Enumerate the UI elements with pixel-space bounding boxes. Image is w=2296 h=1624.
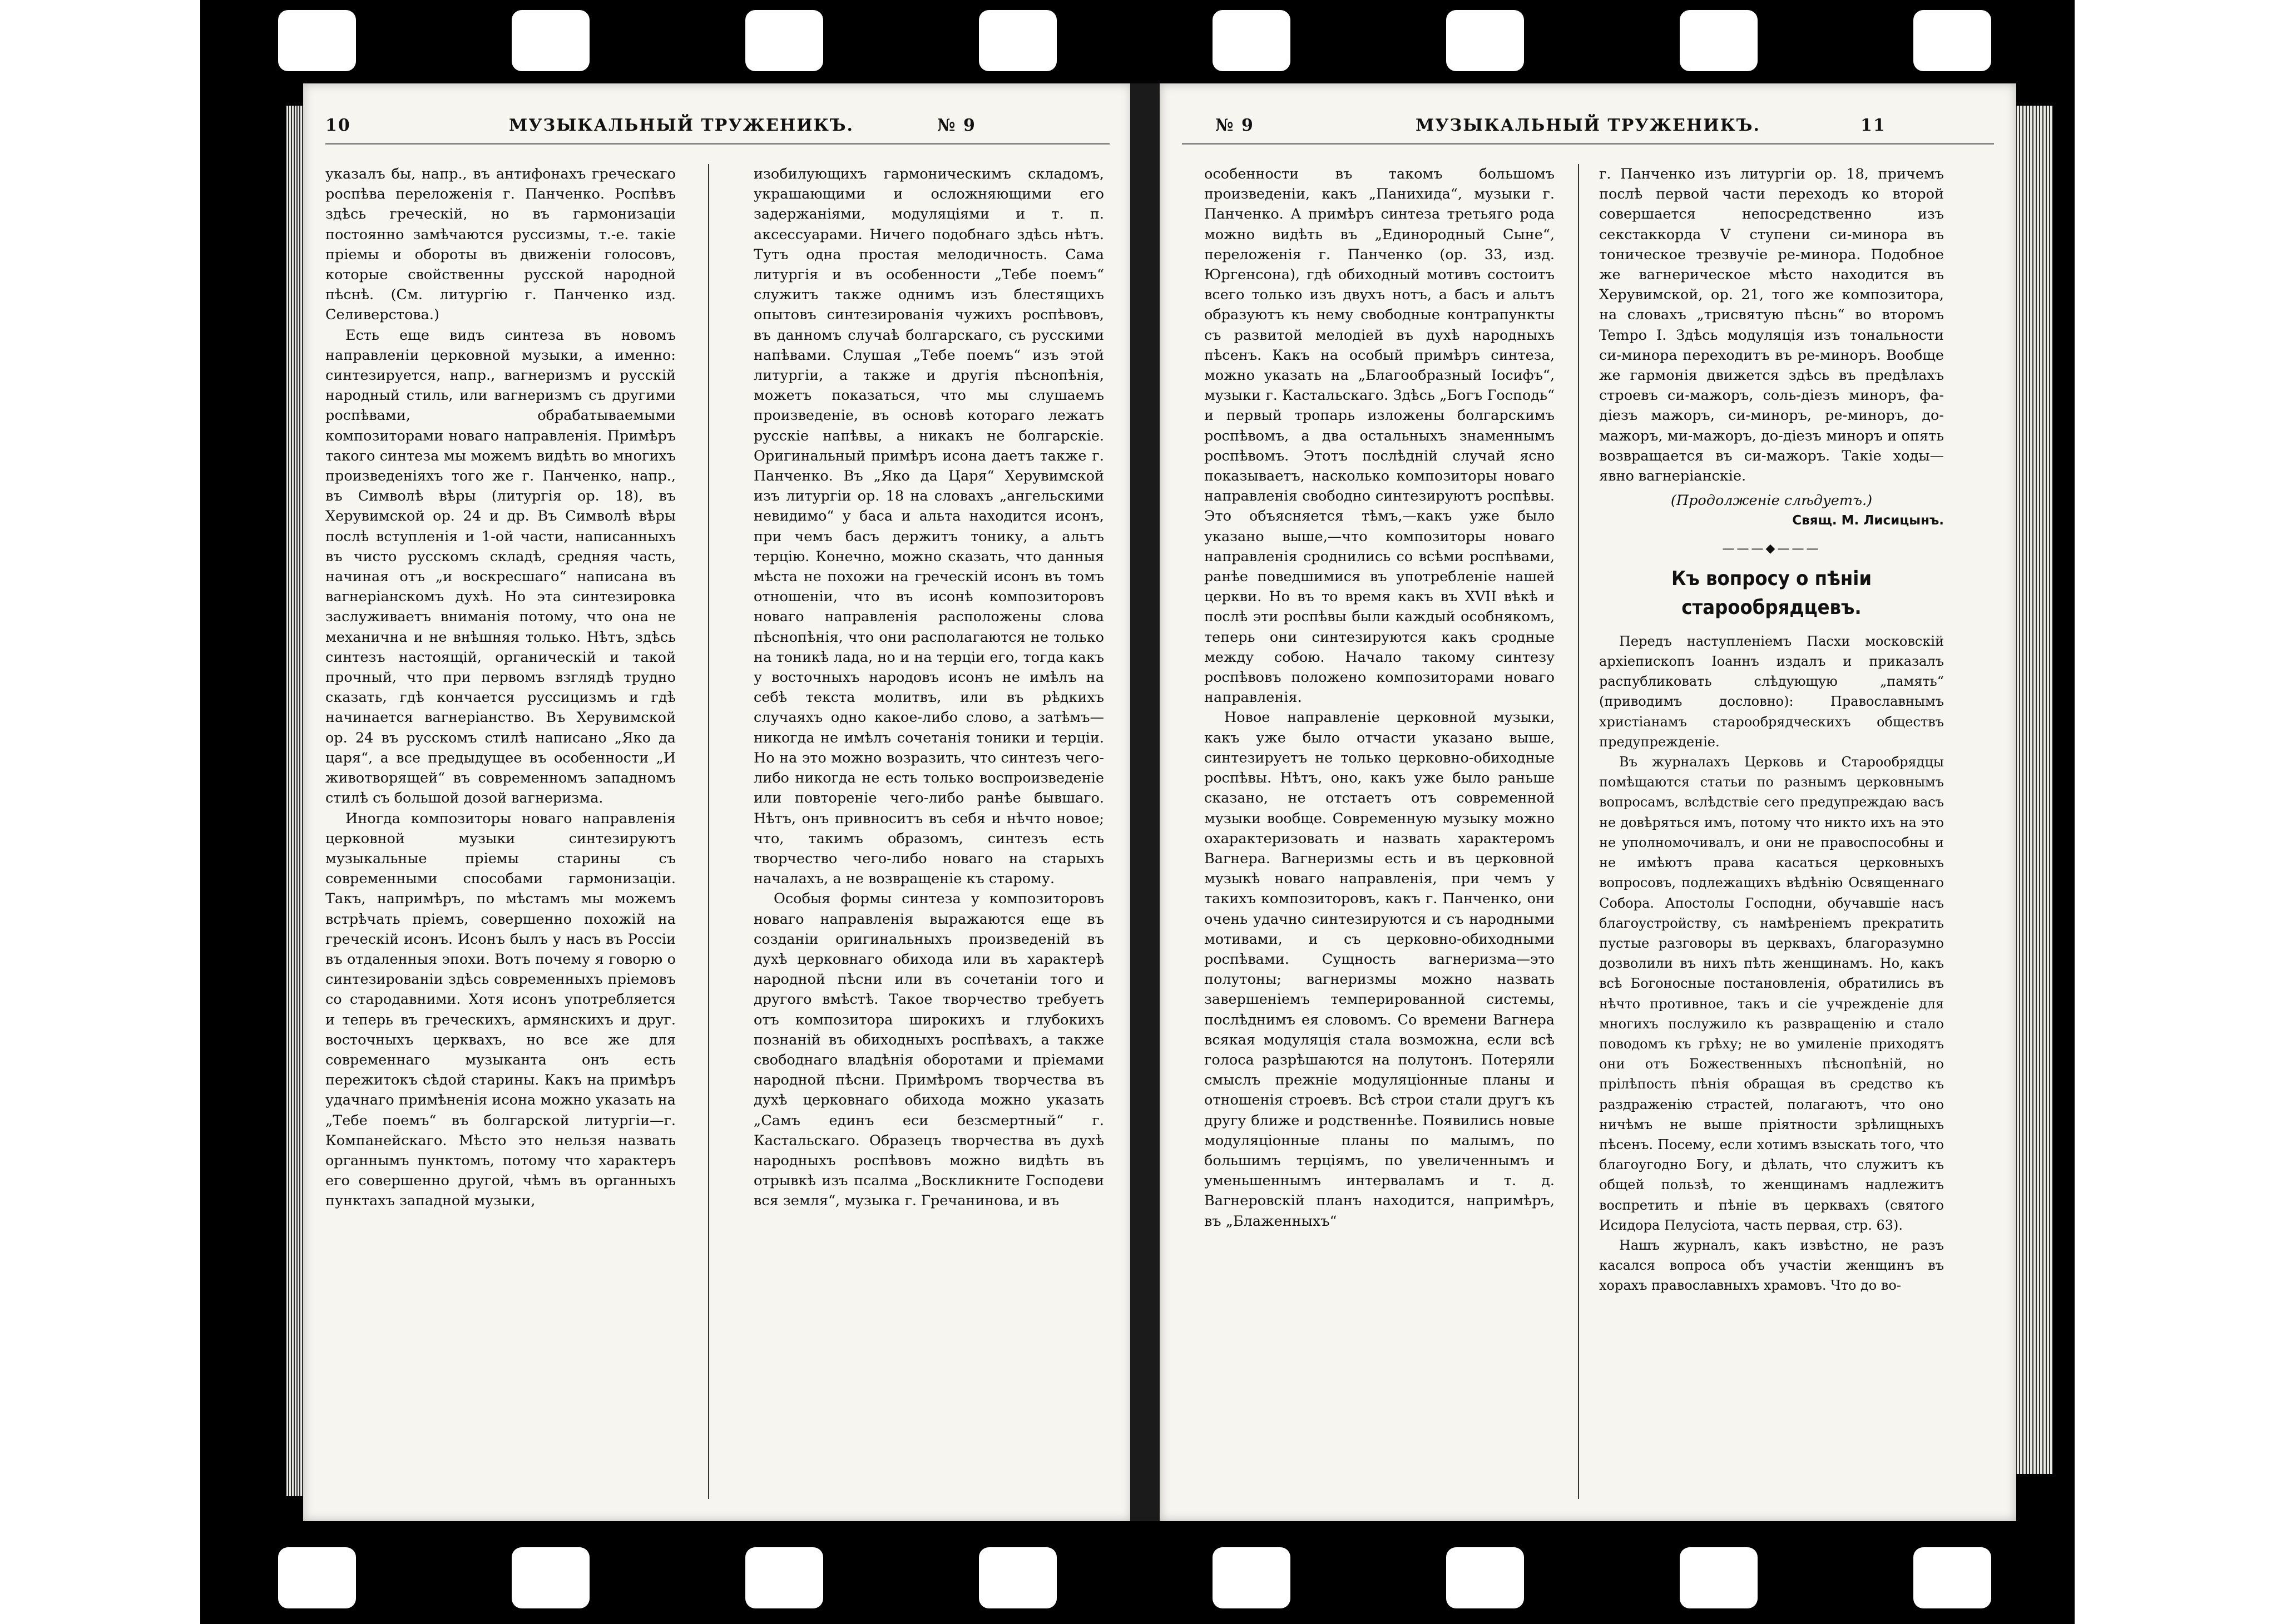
book-edge-left (286, 106, 303, 1496)
continuation-note: (Продолженіе слѣдуетъ.) (1670, 492, 1873, 509)
paragraph: указалъ бы, напр., въ антифонахъ греческаго роспѣва переложенія г. Панченко. Роспѣвъ здѣсь греческій, но въ гармонизаціи постоянно замѣчаются руссизмы, т.-е. такіе пріемы и обороты въ движеніи голосовъ, которые свойственны русской народной пѣснѣ. (См. литургію г. Панченко изд. Селиверстова.) (325, 166, 676, 324)
paragraph: Нашъ журналъ, какъ извѣстно, не разъ касался вопроса объ участіи женщинъ въ хорахъ православныхъ храмовъ. Что до во- (1599, 1237, 1944, 1294)
issue-number: № 9 (1215, 116, 1254, 135)
page-header (1182, 116, 1994, 145)
paragraph: Есть еще видъ синтеза въ новомъ направленіи церковной музыки, а именно: синтезируется, напр., вагнеризмъ и русскій народный стиль, или вагнеризмъ съ другими роспѣвами, обрабатываемыми композиторами новаго направленія. Примѣръ такого синтеза мы можемъ видѣть во многихъ произведеніяхъ того же г. Панченко, напр., въ Символѣ вѣры (литургія ор. 18), въ Херувимской ор. 24 и др. Въ Символѣ вѣры послѣ вступленія и 1-ой части, написанныхъ въ чисто русскомъ складѣ, средняя часть, начиная отъ „и воскресшаго“ написана въ вагнеріанскомъ духѣ. Но эта синтезировка заслуживаетъ вниманія потому, что она не механична и не внѣшняя только. Нѣтъ, здѣсь синтезъ настоящій, органическій и такой прочный, что при первомъ взглядѣ трудно сказать, гдѣ кончается руссицизмъ и гдѣ начинается вагнеріанство. Въ Херувимской ор. 24 въ русскомъ стилѣ написано „Яко да царя“, а все предыдущее въ особенности „И животворящей“ въ современномъ западномъ стилѣ съ большой дозой вагнеризма. (325, 326, 676, 807)
text-column-2 (754, 164, 1104, 1510)
journal-title: МУЗЫКАЛЬНЫЙ ТРУЖЕНИКЪ. (1416, 116, 1761, 135)
column-rule (1578, 164, 1579, 1499)
paragraph: Особыя формы синтеза у композиторовъ новаго направленія выражаются еще въ созданіи оригинальныхъ произведеній въ духѣ церковнаго обихода или въ характерѣ народной пѣсни или въ сочетаніи того и другого вмѣстѣ. Такое творчество требуетъ отъ композитора широкихъ и глубокихъ познаній въ обиходныхъ роспѣвахъ, а также свободнаго владѣнія оборотами и пріемами народной пѣсни. Примѣромъ творчества въ духѣ церковнаго обихода можно указать „Самъ единъ еси безсмертный“ г. Кастальскаго. Образецъ творчества въ духѣ народныхъ роспѣвовъ можно видѣть въ отрывкѣ изъ псалма „Воскликните Господеви вся земля“, музыка г. Гречанинова, и въ (754, 890, 1104, 1210)
paragraph: Иногда композиторы новаго направленія церковной музыки синтезируютъ музыкальные пріемы старины съ современными способами гармонизаціи. Такъ, напримѣръ, по мѣстамъ мы можемъ встрѣчать пріемъ, совершенно похожій на греческій исонъ. Исонъ былъ у насъ въ Россіи въ отдаленныя эпохи. Вотъ почему я говорю о синтезированіи здѣсь современныхъ пріемовъ со стародавними. Хотя исонъ употребляется и теперь въ греческихъ, армянскихъ и друг. восточныхъ церквахъ, но все же для современнаго музыканта онъ есть пережитокъ сѣдой старины. Какъ на примѣръ удачнаго примѣненія исона можно указать на „Тебе поемъ“ въ болгарской литургіи—г. Компанейскаго. Мѣсто это нельзя назвать органнымъ пунктомъ, потому что характеръ его совершенно другой, чѣмъ въ органныхъ пунктахъ западной музыки, (325, 810, 676, 1210)
paragraph: изобилующихъ гармоническимъ складомъ, украшающими и осложняющими его задержаніями, модуляціями и т. п. аксессуарами. Ничего подобнаго здѣсь нѣтъ. Тутъ одна простая мелодичность. Сама литургія и въ особенности „Тебе поемъ“ служитъ также однимъ изъ блестящихъ опытовъ синтезированія чужихъ роспѣвовъ, въ данномъ случаѣ болгарскаго, съ русскими напѣвами. Слушая „Тебе поемъ“ изъ этой литургіи, а также и другія пѣснопѣнія, можетъ показаться, что мы слушаемъ произведеніе, въ основѣ котораго лежатъ русскіе напѣвы, а никакъ не болгарскіе. Оригинальный примѣръ исона даетъ также г. Панченко. Въ „Яко да Царя“ Херувимской изъ литургіи ор. 18 на словахъ „ангельскими невидимо“ у баса и альта находится исонъ, при чемъ басъ держитъ тонику, а альтъ терцію. Конечно, можно сказать, что данныя мѣста не похожи на греческій исонъ въ томъ отношеніи, что въ исонѣ композиторовъ новаго направленія расположены слова пѣснопѣнія, что они располагаются не только на тоникѣ лада, но и на терціи его, тогда какъ у восточныхъ народовъ исонъ не имѣлъ на себѣ текста молитвъ, или въ рѣдкихъ случаяхъ одно какое-либо слово, а затѣмъ—никогда не имѣлъ сочетанія тоники и терціи. Но на это можно возразить, что синтезъ чего-либо никогда не есть только воспроизведеніе или повтореніе чего-либо ранѣе бывшаго. Нѣтъ, онъ привноситъ въ себя и нѣчто новое; что, такимъ образомъ, синтезъ есть творчество чего-либо новаго на старыхъ началахъ, а не возвращеніе къ старому. (754, 166, 1104, 888)
right-page (1160, 83, 2016, 1521)
article-title: Къ вопросу о пѣніи старообрядцевъ. (1671, 567, 1872, 619)
page-header (325, 116, 1110, 145)
sprocket-holes-top (200, 10, 2075, 77)
paragraph: г. Панченко изъ литургіи ор. 18, причемъ послѣ первой части переходъ ко второй совершается непосредственно изъ секстаккорда V ступени си-минора въ тоническое трезвучіе ре-минора. Подобное же вагнерическое мѣсто находится въ Херувимской, ор. 21, того же композитора, на словахъ „трисвятую пѣснь“ во второмъ Tempo I. Здѣсь модуляція изъ тональности си-минора переходитъ въ ре-миноръ. Вообще же гармонія движется здѣсь въ предѣлахъ строевъ си-мажоръ, соль-діезъ миноръ, фа-діезъ мажоръ, си-миноръ, ре-миноръ, до-мажоръ, ми-мажоръ, до-діезъ миноръ и опять возвращается въ си-мажоръ. Такіе ходы—явно вагнеріанскіе. (1599, 166, 1944, 485)
text-column-2 (1599, 164, 1944, 1510)
column-rule (708, 164, 709, 1499)
book-spine (1130, 83, 1161, 1521)
paragraph: Передъ наступленіемъ Пасхи московскій архіепископъ Іоаннъ издалъ и приказалъ распубликовать слѣдующую „память“ (приводимъ дословно): Православнымъ христіанамъ старообрядческихъ обществъ предупрежденіе. (1599, 633, 1944, 750)
paragraph: особенности въ такомъ большомъ произведеніи, какъ „Панихида“, музыки г. Панченко. А примѣръ синтеза третьяго рода можно видѣть въ „Единородный Сыне“, переложенія г. Панченко (ор. 33, изд. Юргенсона), гдѣ обиходный мотивъ состоитъ всего только изъ двухъ нотъ, а басъ и альтъ образуютъ къ нему свободные контрапункты съ развитой мелодіей въ духѣ народныхъ пѣсенъ. Какъ на особый примѣръ синтеза, можно указать на „Благообразный Іосифъ“, музыки г. Кастальскаго. Здѣсь „Богъ Господь“ и первый тропарь изложены болгарскимъ роспѣвомъ, а два остальныхъ знаменнымъ роспѣвомъ. Этотъ послѣдній случай ясно показываетъ, насколько композиторы новаго направленія свободно синтезируютъ роспѣвы. Это объясняется тѣмъ,—какъ уже было указано выше,—что композиторы новаго направленія сроднились со всѣми роспѣвами, ранѣе поведшимися въ употребленіе нашей церкви. Но въ то время какъ въ XVII вѣкѣ и послѣ эти роспѣвы были каждый особнякомъ, теперь они синтезируются какъ сродные между собою. Начало такому синтезу роспѣвовъ положено композиторами новаго направленія. (1204, 166, 1555, 706)
page-number: 11 (1860, 116, 1886, 135)
journal-title: МУЗЫКАЛЬНЫЙ ТРУЖЕНИКЪ. (509, 116, 854, 135)
text-column-1 (1204, 164, 1555, 1510)
left-page (303, 83, 1132, 1521)
paragraph: Въ журналахъ Церковь и Старообрядцы помѣщаются статьи по разнымъ церковнымъ вопросамъ, вслѣдствіе сего предупреждаю васъ не довѣряться имъ, потому что никто ихъ на это не уполномочивалъ, и они не правоспособны и не имѣютъ права касаться церковныхъ вопросовъ, подлежащихъ вѣдѣнію Освященнаго Собора. Апостолы Господни, обучавшіе насъ благоустройству, съ намѣреніемъ прекратить пустые разговоры въ церквахъ, благоразумно дозволили въ нихъ пѣть женщинамъ. Но, какъ всѣ Богоносные постановленія, обратились въ нѣчто противное, такъ и сіе учрежденіе для многихъ послужило къ развращенію и стало поводомъ къ грѣху; не во умиленіе приходятъ они отъ Божественныхъ пѣснопѣній, но прілѣпость пѣнія обращая въ средство къ раздраженію страстей, полагаютъ, что оно ничѣмъ не выше пріятности зрѣлищныхъ пѣсенъ. Посему, если хотимъ взыскать того, что благоугодно Богу, и дѣлать, что служитъ къ общей пользѣ, то женщинамъ надлежитъ воспретить и пѣніе въ церквахъ (святого Исидора Пелусіота, часть первая, стр. 63). (1599, 754, 1944, 1233)
page-number: 10 (325, 116, 351, 135)
paragraph: Новое направленіе церковной музыки, какъ уже было отчасти указано выше, синтезируетъ не только церковно-обиходные роспѣвы. Нѣтъ, оно, какъ уже было раньше сказано, не отстаетъ отъ современной музыки вообще. Современную музыку можно охарактеризовать и назвать характеромъ Вагнера. Вагнеризмы есть и въ церковной музыкѣ новаго направленія, при чемъ у такихъ композиторовъ, какъ г. Панченко, они очень удачно синтезируются и съ народными мотивами, и съ церковно-обиходными роспѣвами. Сущность вагнеризма—это полутоны; вагнеризмы можно назвать завершеніемъ темперированной системы, послѣднимъ ея словомъ. Со времени Вагнера всякая модуляція стала возможна, если всѣ голоса разрѣшаются на полутонъ. Потеряли смыслъ прежніе модуляціонные планы и отношенія строевъ. Всѣ строи стали другъ къ другу ближе и родственнѣе. Появились новые модуляціонные планы по малымъ, по большимъ терціямъ, по увеличеннымъ и уменьшеннымъ интерваламъ и т. д. Вагнеровскій планъ находится, напримѣръ, въ „Блаженныхъ“ (1204, 709, 1555, 1230)
sprocket-holes-bottom (200, 1547, 2075, 1614)
text-column-1 (325, 164, 676, 1510)
issue-number: № 9 (937, 116, 976, 135)
section-divider: ———◆——— (1722, 541, 1821, 556)
book-edge-right (2013, 106, 2052, 1474)
author-signature: Свящ. М. Лисицынъ. (1792, 513, 1944, 528)
